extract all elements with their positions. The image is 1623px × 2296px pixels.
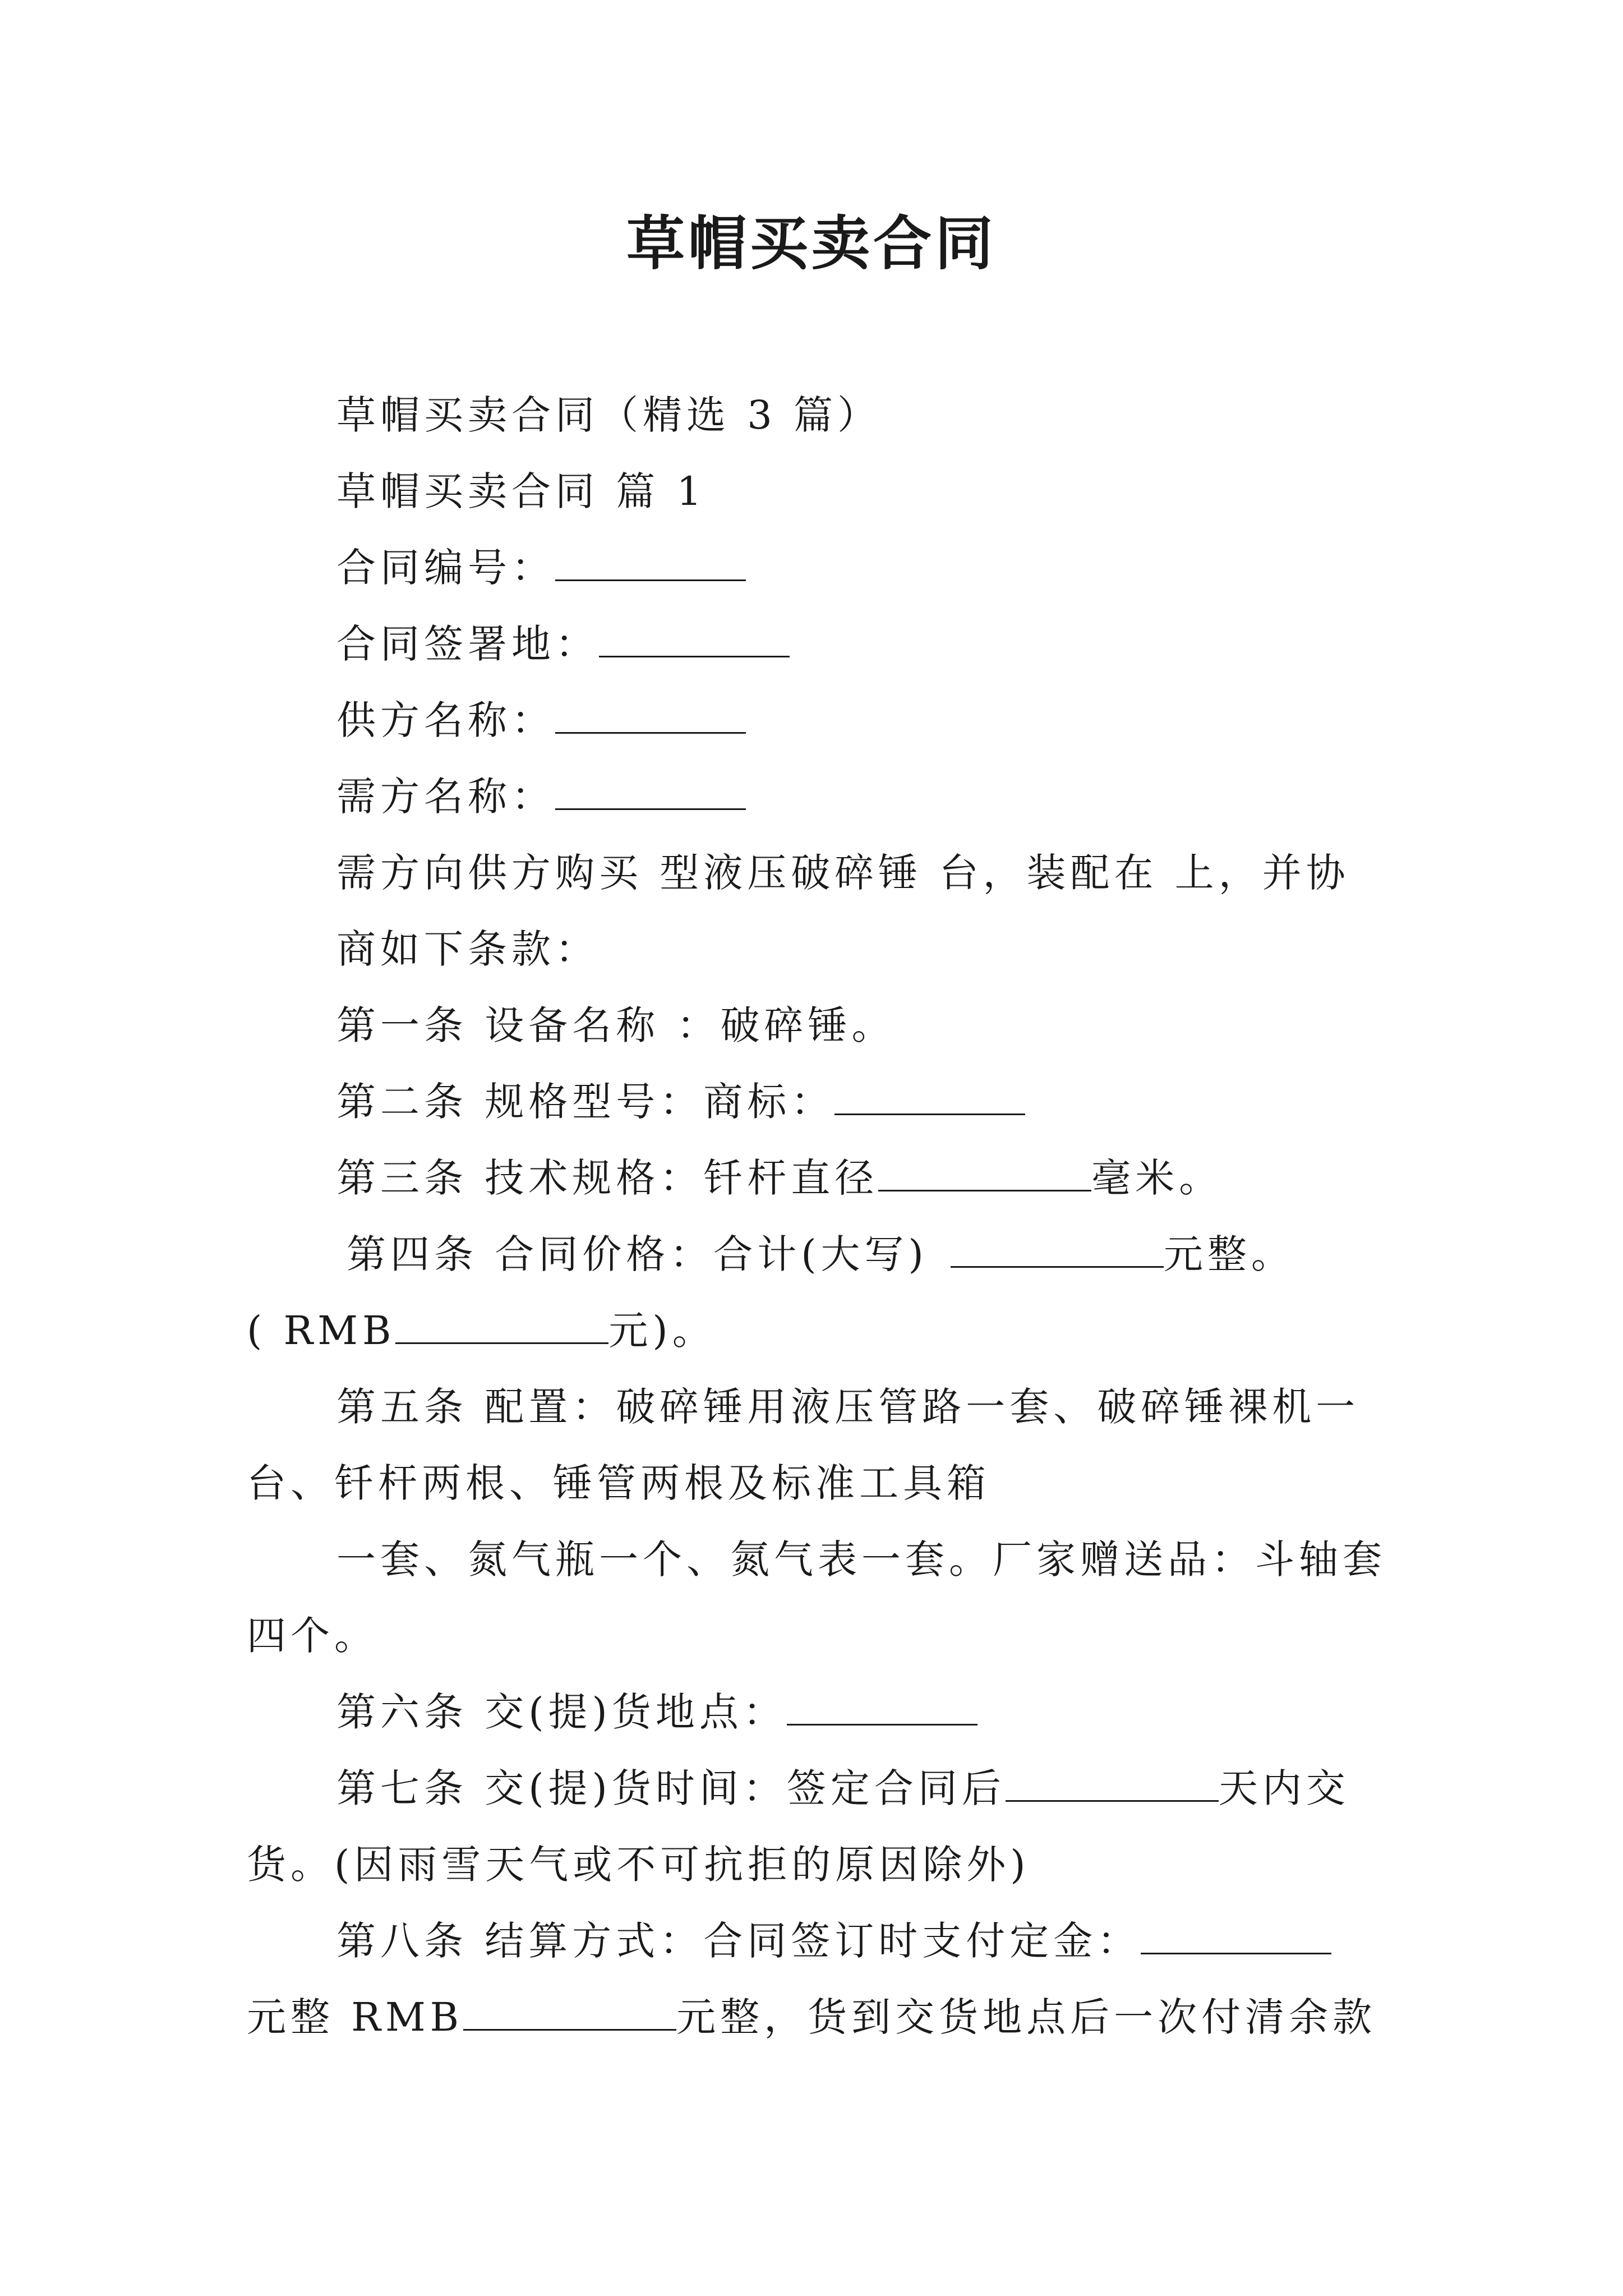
trademark-blank [834,1080,1025,1115]
article-6 [336,1684,978,1740]
article-7-text: 第七条 交(提)货时间：签定合同后 [336,1765,1006,1811]
paragraph-line: 一套、氮气瓶一个、氮气表一套。厂家赠送品：斗轴套 [336,1536,1386,1582]
article-4-continued [247,1303,716,1359]
contract-number-line [336,540,746,596]
article-4-text: 第四条 合同价格：合计(大写) [347,1231,928,1277]
rmb-unit: 元)。 [608,1308,716,1354]
article-2-text: 第二条 规格型号：商标： [336,1079,835,1125]
drill-diameter-blank [878,1156,1091,1191]
rmb-label: ( RMB [247,1308,396,1354]
signing-place-label: 合同签署地： [336,621,599,667]
article-3 [336,1150,1223,1206]
document-title: 草帽买卖合同 [626,209,997,278]
article-7 [336,1760,1350,1816]
buyer-name-label: 需方名称： [336,774,555,820]
article-7-tail: 天内交 [1218,1765,1350,1811]
paragraph-line: 四个。 [247,1613,378,1659]
article-6-text: 第六条 交(提)货地点： [336,1689,787,1735]
article-8-text: 第八条 结算方式：合同签订时支付定金： [336,1918,1141,1964]
contract-number-blank [555,546,746,581]
article-3-text: 第三条 技术规格：钎杆直径 [336,1155,879,1201]
article-8-tail: 元整，货到交货地点后一次付清余款 [676,1994,1377,2040]
contract-number-label: 合同编号： [336,545,555,591]
paragraph-line: 货。(因雨雪天气或不可抗拒的原因除外) [247,1842,1030,1888]
section-heading: 草帽买卖合同 篇 1 [336,468,707,514]
article-8-continued [247,1989,1376,2045]
supplier-name-label: 供方名称： [336,697,555,743]
article-8 [336,1913,1331,1969]
article-2 [336,1074,1025,1130]
subtitle: 草帽买卖合同（精选 3 篇） [336,392,882,438]
supplier-name-line [336,692,746,748]
delivery-place-blank [787,1690,978,1726]
supplier-name-blank [555,698,746,734]
deposit-blank [1141,1919,1331,1954]
paragraph-line: 需方向供方购买 型液压破碎锤 台，装配在 上，并协 [336,850,1350,896]
article-5: 第五条 配置：破碎锤用液压管路一套、破碎锤裸机一 [336,1384,1360,1430]
article-4-unit: 元整。 [1163,1231,1295,1277]
paragraph-line: 商如下条款： [336,926,599,972]
buyer-name-line [336,769,746,825]
price-uppercase-blank [951,1232,1164,1268]
signing-place-line [336,616,790,672]
deposit-unit-rmb: 元整 RMB [247,1994,464,2040]
signing-place-blank [599,622,790,657]
article-3-unit: 毫米。 [1091,1155,1223,1201]
article-4 [347,1226,1295,1282]
article-1: 第一条 设备名称 ：破碎锤。 [336,1002,896,1048]
deposit-rmb-blank [463,1995,676,2031]
buyer-name-blank [555,775,746,810]
rmb-amount-blank [395,1309,608,1344]
delivery-days-blank [1006,1766,1219,1802]
paragraph-line: 台、钎杆两根、锤管两根及标准工具箱 [247,1460,990,1506]
